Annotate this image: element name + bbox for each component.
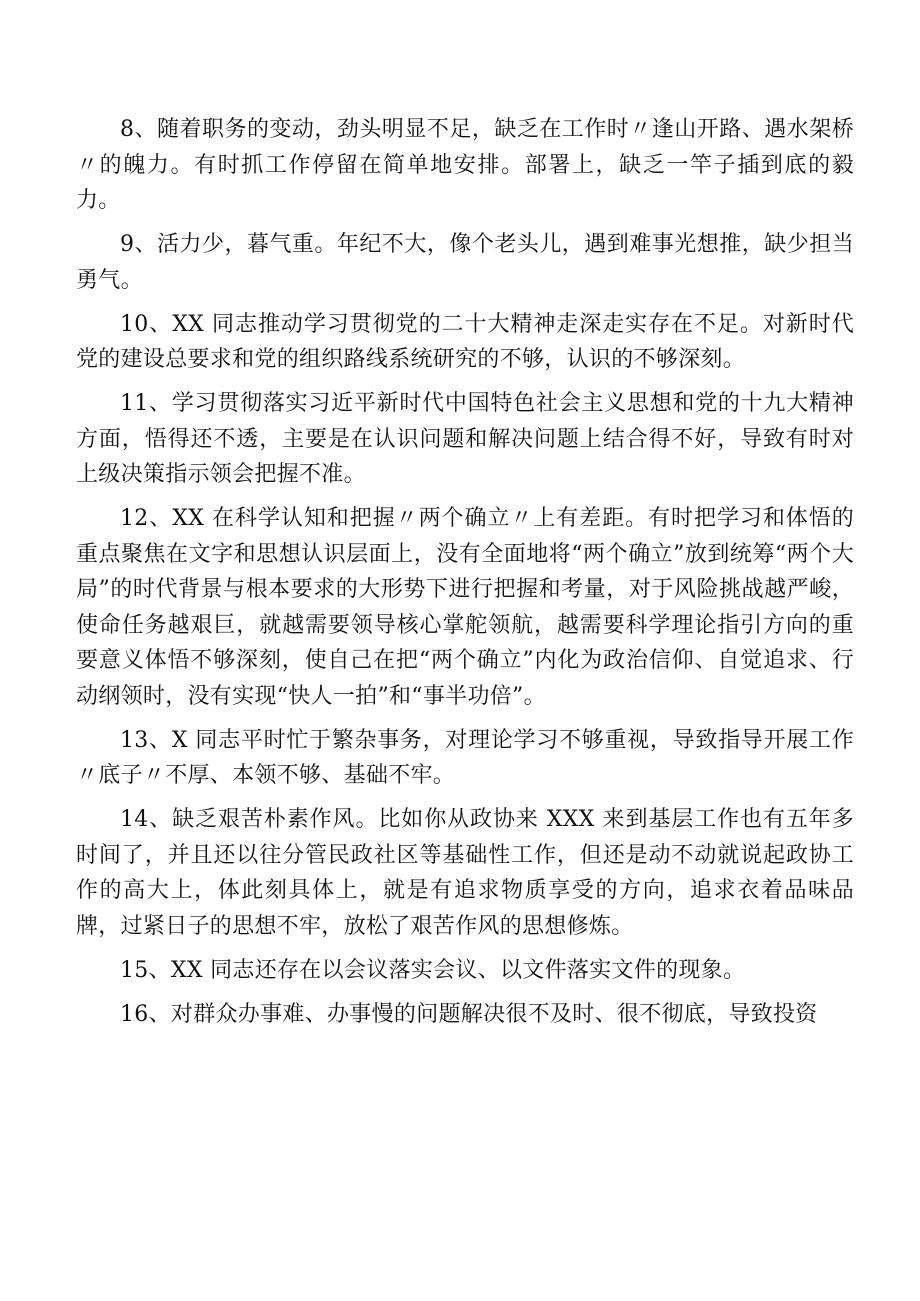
paragraph-item-16: 16、对群众办事难、办事慢的问题解决很不及时、很不彻底，导致投资 bbox=[120, 1001, 818, 1027]
paragraph-item-11: 11、学习贯彻落实习近平新时代中国特色社会主义思想和党的十九大精神方面，悟得还不透，主要是在认识问题和解决问题上结合得不好，导致有时对上级决策指示领会把握不准。 bbox=[76, 391, 854, 487]
paragraph-item-9: 9、活力少，暮气重。年纪不大，像个老头儿，遇到难事光想推，缺少担当勇气。 bbox=[76, 232, 854, 293]
paragraph-item-15: 15、XX 同志还存在以会议落实会议、以文件落实文件的现象。 bbox=[120, 957, 746, 983]
paragraph-item-10: 10、XX 同志推动学习贯彻党的二十大精神走深走实存在不足。对新时代党的建设总要求和党的组织路线系统研究的不够，认识的不够深刻。 bbox=[76, 311, 854, 372]
paragraph-item-12: 12、XX 在科学认知和把握〃两个确立〃上有差距。有时把学习和体悟的重点聚焦在文字和思想认识层面上，没有全面地将“两个确立”放到统筹“两个大局”的时代背景与根本要求的大形势下进行把握和考量，对于风险挑战越严峻，使命任务越艰巨，就越需要领导核心掌舵领航，越需要科学理论指引方向的重要意义体悟不够深刻，使自己在把“两个确立”内化为政治信仰、自觉追求、行动纲领时，没有实现“快人一拍”和“事半功倍”。 bbox=[76, 506, 854, 709]
paragraph-item-14: 14、缺乏艰苦朴素作风。比如你从政协来 XXX 来到基层工作也有五年多时间了，并且还以往分管民政社区等基础性工作，但还是动不动就说起政协工作的高大上，体此刻具体上，就是有追求物质享受的方向，追求衣着品味品牌，过紧日子的思想不牢，放松了艰苦作风的思想修炼。 bbox=[76, 807, 854, 939]
document-page bbox=[76, 112, 854, 1041]
paragraph-item-8: 8、随着职务的变动，劲头明显不足，缺乏在工作时〃逢山开路、遇水架桥〃的魄力。有时抓工作停留在简单地安排。部署上，缺乏一竿子插到底的毅力。 bbox=[76, 117, 854, 213]
paragraph-item-13: 13、X 同志平时忙于繁杂事务，对理论学习不够重视，导致指导开展工作〃底子〃不厚、本领不够、基础不牢。 bbox=[76, 727, 854, 788]
